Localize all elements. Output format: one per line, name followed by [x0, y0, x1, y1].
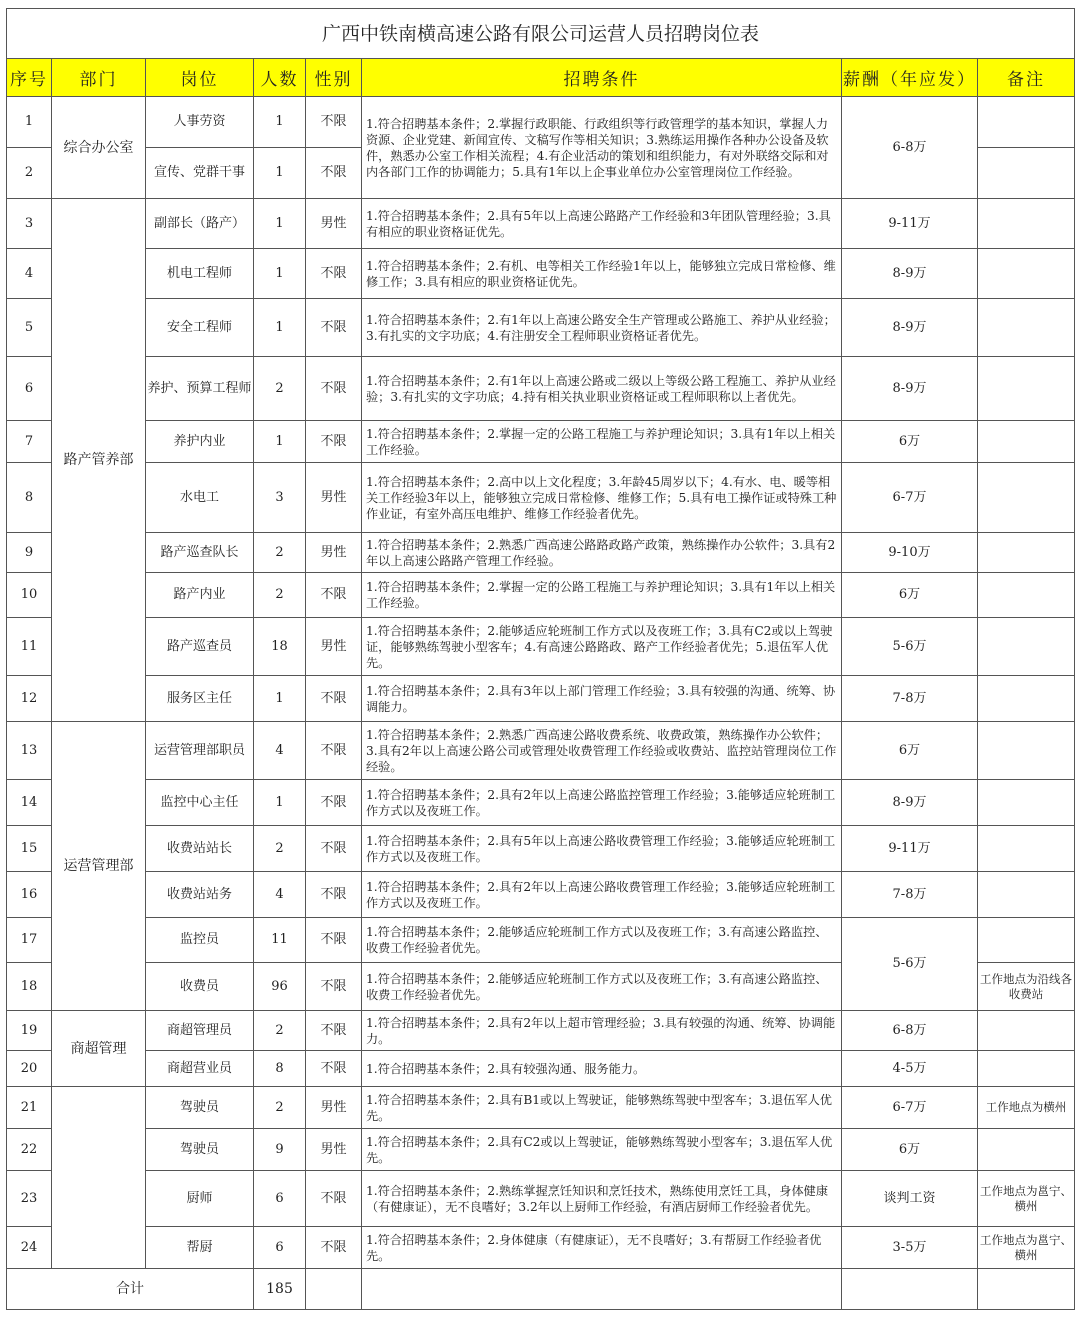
- table-row: [7, 1171, 1075, 1227]
- table-row: [7, 722, 1075, 780]
- row-no: 2: [7, 148, 52, 199]
- row-gender: 不限: [306, 676, 362, 722]
- row-note: [978, 780, 1075, 826]
- row-position: 监控中心主任: [146, 780, 254, 826]
- row-count: 1: [254, 97, 306, 148]
- row-no: 14: [7, 780, 52, 826]
- row-salary: 9-11万: [842, 199, 978, 249]
- row-requirements: 1.符合招聘基本条件；2.熟悉广西高速公路路政路产政策，熟练操作办公软件；3.具有2年以上高速公路路产管理工作经验。: [362, 533, 842, 573]
- row-no: 6: [7, 357, 52, 421]
- row-salary: 6万: [842, 1129, 978, 1171]
- table-row: [7, 97, 1075, 148]
- row-count: 96: [254, 963, 306, 1011]
- row-position: 安全工程师: [146, 299, 254, 357]
- row-salary: 5-6万: [842, 618, 978, 676]
- total-empty: [362, 1269, 842, 1310]
- row-position: 机电工程师: [146, 249, 254, 299]
- row-salary: 4-5万: [842, 1051, 978, 1087]
- table-row: [7, 1227, 1075, 1269]
- page-title: 广西中铁南横高速公路有限公司运营人员招聘岗位表: [7, 9, 1075, 59]
- row-salary: 6万: [842, 722, 978, 780]
- row-no: 5: [7, 299, 52, 357]
- row-note: 工作地点为沿线各收费站: [978, 963, 1075, 1011]
- row-gender: 不限: [306, 1227, 362, 1269]
- row-gender: 不限: [306, 826, 362, 872]
- row-position: 养护、预算工程师: [146, 357, 254, 421]
- dept-cell: [52, 1087, 146, 1269]
- dept-cell: 综合办公室: [52, 97, 146, 199]
- row-note: [978, 249, 1075, 299]
- total-empty: [842, 1269, 978, 1310]
- row-requirements: 1.符合招聘基本条件；2.掌握一定的公路工程施工与养护理论知识；3.具有1年以上相关工作经验。: [362, 421, 842, 463]
- row-salary: 5-6万: [842, 918, 978, 1011]
- row-salary: 8-9万: [842, 299, 978, 357]
- row-position: 商超管理员: [146, 1011, 254, 1051]
- row-gender: 不限: [306, 421, 362, 463]
- row-requirements: 1.符合招聘基本条件；2.具有5年以上高速公路路产工作经验和3年团队管理经验；3.具有相应的职业资格证优先。: [362, 199, 842, 249]
- row-count: 1: [254, 249, 306, 299]
- row-count: 4: [254, 872, 306, 918]
- table-row: [7, 826, 1075, 872]
- row-gender: 不限: [306, 148, 362, 199]
- table-row: [7, 618, 1075, 676]
- row-note: [978, 676, 1075, 722]
- row-position: 收费员: [146, 963, 254, 1011]
- row-note: [978, 533, 1075, 573]
- row-count: 8: [254, 1051, 306, 1087]
- header-note: 备注: [978, 59, 1075, 97]
- row-note: [978, 357, 1075, 421]
- row-gender: 不限: [306, 918, 362, 963]
- row-requirements: 1.符合招聘基本条件；2.有1年以上高速公路或二级以上等级公路工程施工、养护从业经验；3.有扎实的文字功底；4.持有相关执业职业资格证或工程师职称以上者优先。: [362, 357, 842, 421]
- row-position: 监控员: [146, 918, 254, 963]
- row-note: [978, 299, 1075, 357]
- row-requirements: 1.符合招聘基本条件；2.具有2年以上高速公路收费管理工作经验；3.能够适应轮班制工作方式以及夜班工作。: [362, 872, 842, 918]
- row-gender: 不限: [306, 249, 362, 299]
- row-position: 驾驶员: [146, 1129, 254, 1171]
- table-row: [7, 573, 1075, 618]
- row-salary: 6-8万: [842, 97, 978, 199]
- row-salary: 6-7万: [842, 1087, 978, 1129]
- row-no: 10: [7, 573, 52, 618]
- row-no: 15: [7, 826, 52, 872]
- row-requirements: 1.符合招聘基本条件；2.具有2年以上超市管理经验；3.具有较强的沟通、统筹、协调能力。: [362, 1011, 842, 1051]
- row-no: 9: [7, 533, 52, 573]
- header-count: 人数: [254, 59, 306, 97]
- dept-cell: 路产管养部: [52, 199, 146, 722]
- row-no: 18: [7, 963, 52, 1011]
- total-empty: [978, 1269, 1075, 1310]
- row-salary: 3-5万: [842, 1227, 978, 1269]
- row-no: 23: [7, 1171, 52, 1227]
- table-row: [7, 676, 1075, 722]
- row-note: [978, 618, 1075, 676]
- row-count: 9: [254, 1129, 306, 1171]
- row-note: [978, 573, 1075, 618]
- row-position: 宣传、党群干事: [146, 148, 254, 199]
- header-position: 岗位: [146, 59, 254, 97]
- row-count: 1: [254, 148, 306, 199]
- row-position: 服务区主任: [146, 676, 254, 722]
- row-position: 养护内业: [146, 421, 254, 463]
- row-note: 工作地点为邕宁、横州: [978, 1227, 1075, 1269]
- row-gender: 男性: [306, 199, 362, 249]
- row-position: 收费站站务: [146, 872, 254, 918]
- row-no: 22: [7, 1129, 52, 1171]
- row-count: 6: [254, 1227, 306, 1269]
- row-position: 人事劳资: [146, 97, 254, 148]
- row-note: [978, 463, 1075, 533]
- recruitment-sheet: [6, 8, 1074, 1310]
- table-row: [7, 1011, 1075, 1051]
- row-no: 3: [7, 199, 52, 249]
- row-salary: 8-9万: [842, 780, 978, 826]
- row-requirements: 1.符合招聘基本条件；2.具有5年以上高速公路收费管理工作经验；3.能够适应轮班制工作方式以及夜班工作。: [362, 826, 842, 872]
- table-row: [7, 421, 1075, 463]
- total-label: 合计: [7, 1269, 254, 1310]
- row-salary: 9-10万: [842, 533, 978, 573]
- row-gender: 不限: [306, 1171, 362, 1227]
- row-position: 水电工: [146, 463, 254, 533]
- row-salary: 6万: [842, 573, 978, 618]
- table-row: [7, 463, 1075, 533]
- recruitment-table: [6, 8, 1075, 1310]
- table-row: [7, 872, 1075, 918]
- row-note: [978, 421, 1075, 463]
- row-position: 路产巡查员: [146, 618, 254, 676]
- table-row: [7, 249, 1075, 299]
- row-note: [978, 1011, 1075, 1051]
- row-position: 路产巡查队长: [146, 533, 254, 573]
- row-count: 2: [254, 1087, 306, 1129]
- row-position: 运营管理部职员: [146, 722, 254, 780]
- row-note: [978, 97, 1075, 148]
- row-requirements: 1.符合招聘基本条件；2.具有较强沟通、服务能力。: [362, 1051, 842, 1087]
- row-gender: 不限: [306, 780, 362, 826]
- row-count: 11: [254, 918, 306, 963]
- row-requirements: 1.符合招聘基本条件；2.有1年以上高速公路安全生产管理或公路施工、养护从业经验；3.有扎实的文字功底；4.有注册安全工程师职业资格证者优先。: [362, 299, 842, 357]
- row-salary: 9-11万: [842, 826, 978, 872]
- row-salary: 7-8万: [842, 676, 978, 722]
- table-row: [7, 918, 1075, 963]
- row-position: 路产内业: [146, 573, 254, 618]
- row-position: 帮厨: [146, 1227, 254, 1269]
- header-requirements: 招聘条件: [362, 59, 842, 97]
- row-position: 驾驶员: [146, 1087, 254, 1129]
- row-no: 12: [7, 676, 52, 722]
- row-gender: 不限: [306, 299, 362, 357]
- row-salary: 7-8万: [842, 872, 978, 918]
- row-no: 7: [7, 421, 52, 463]
- row-salary: 谈判工资: [842, 1171, 978, 1227]
- row-requirements: 1.符合招聘基本条件；2.熟练掌握烹饪知识和烹饪技术，熟练使用烹饪工具，身体健康（有健康证），无不良嗜好；3.2年以上厨师工作经验，有酒店厨师工作经验者优先。: [362, 1171, 842, 1227]
- row-requirements: 1.符合招聘基本条件；2.具有B1或以上驾驶证，能够熟练驾驶中型客车；3.退伍军人优先。: [362, 1087, 842, 1129]
- row-salary: 6-7万: [842, 463, 978, 533]
- header-salary: 薪酬（年应发）: [842, 59, 978, 97]
- dept-cell: 运营管理部: [52, 722, 146, 1011]
- row-count: 6: [254, 1171, 306, 1227]
- row-requirements: 1.符合招聘基本条件；2.掌握一定的公路工程施工与养护理论知识；3.具有1年以上相关工作经验。: [362, 573, 842, 618]
- row-no: 16: [7, 872, 52, 918]
- row-requirements: 1.符合招聘基本条件；2.能够适应轮班制工作方式以及夜班工作；3.有高速公路监控、收费工作经验者优先。: [362, 963, 842, 1011]
- row-position: 副部长（路产）: [146, 199, 254, 249]
- row-gender: 不限: [306, 357, 362, 421]
- row-note: 工作地点为邕宁、横州: [978, 1171, 1075, 1227]
- row-no: 19: [7, 1011, 52, 1051]
- row-note: [978, 918, 1075, 963]
- row-count: 1: [254, 676, 306, 722]
- row-note: 工作地点为横州: [978, 1087, 1075, 1129]
- header-seq: 序号: [7, 59, 52, 97]
- dept-cell: 商超管理: [52, 1011, 146, 1087]
- row-note: [978, 872, 1075, 918]
- row-gender: 男性: [306, 463, 362, 533]
- header-gender: 性别: [306, 59, 362, 97]
- table-row: [7, 299, 1075, 357]
- header-dept: 部门: [52, 59, 146, 97]
- row-gender: 不限: [306, 963, 362, 1011]
- row-no: 13: [7, 722, 52, 780]
- table-row: [7, 199, 1075, 249]
- row-no: 20: [7, 1051, 52, 1087]
- row-note: [978, 1051, 1075, 1087]
- row-requirements: 1.符合招聘基本条件；2.高中以上文化程度；3.年龄45周岁以下；4.有水、电、暖等相关工作经验3年以上，能够独立完成日常检修、维修工作；5.具有电工操作证或特殊工种作业证，有室外高压电维护、维修工作经验者优先。: [362, 463, 842, 533]
- row-count: 2: [254, 357, 306, 421]
- row-count: 2: [254, 573, 306, 618]
- header-row: [7, 59, 1075, 97]
- total-empty: [306, 1269, 362, 1310]
- row-gender: 不限: [306, 1011, 362, 1051]
- row-gender: 不限: [306, 573, 362, 618]
- row-count: 1: [254, 199, 306, 249]
- row-salary: 6万: [842, 421, 978, 463]
- row-requirements: 1.符合招聘基本条件；2.身体健康（有健康证），无不良嗜好；3.有帮厨工作经验者优先。: [362, 1227, 842, 1269]
- row-requirements: 1.符合招聘基本条件；2.熟悉广西高速公路收费系统、收费政策，熟练操作办公软件；3.具有2年以上高速公路公司或管理处收费管理工作经验或收费站、监控站管理岗位工作经验。: [362, 722, 842, 780]
- row-requirements: 1.符合招聘基本条件；2.有机、电等相关工作经验1年以上，能够独立完成日常检修、维修工作；3.具有相应的职业资格证优先。: [362, 249, 842, 299]
- total-row: [7, 1269, 1075, 1310]
- row-count: 4: [254, 722, 306, 780]
- row-requirements: 1.符合招聘基本条件；2.具有3年以上部门管理工作经验；3.具有较强的沟通、统筹、协调能力。: [362, 676, 842, 722]
- row-position: 商超营业员: [146, 1051, 254, 1087]
- row-gender: 男性: [306, 533, 362, 573]
- row-count: 3: [254, 463, 306, 533]
- row-count: 1: [254, 780, 306, 826]
- row-no: 11: [7, 618, 52, 676]
- table-row: [7, 780, 1075, 826]
- row-count: 2: [254, 826, 306, 872]
- row-count: 1: [254, 421, 306, 463]
- row-salary: 8-9万: [842, 249, 978, 299]
- row-count: 18: [254, 618, 306, 676]
- row-position: 厨师: [146, 1171, 254, 1227]
- table-row: [7, 533, 1075, 573]
- row-requirements: 1.符合招聘基本条件；2.能够适应轮班制工作方式以及夜班工作；3.具有C2或以上驾驶证，能够熟练驾驶小型客车；4.有高速公路路政、路产工作经验者优先；5.退伍军人优先。: [362, 618, 842, 676]
- row-no: 1: [7, 97, 52, 148]
- row-gender: 不限: [306, 97, 362, 148]
- row-note: [978, 199, 1075, 249]
- row-requirements: 1.符合招聘基本条件；2.能够适应轮班制工作方式以及夜班工作；3.有高速公路监控、收费工作经验者优先。: [362, 918, 842, 963]
- row-gender: 男性: [306, 1129, 362, 1171]
- row-note: [978, 722, 1075, 780]
- row-gender: 男性: [306, 1087, 362, 1129]
- row-salary: 8-9万: [842, 357, 978, 421]
- row-note: [978, 826, 1075, 872]
- row-count: 1: [254, 299, 306, 357]
- row-gender: 不限: [306, 872, 362, 918]
- row-no: 24: [7, 1227, 52, 1269]
- row-note: [978, 148, 1075, 199]
- table-row: [7, 357, 1075, 421]
- table-row: [7, 1129, 1075, 1171]
- row-no: 8: [7, 463, 52, 533]
- row-gender: 不限: [306, 1051, 362, 1087]
- row-gender: 不限: [306, 722, 362, 780]
- total-count: 185: [254, 1269, 306, 1310]
- table-row: [7, 1087, 1075, 1129]
- row-no: 17: [7, 918, 52, 963]
- row-count: 2: [254, 533, 306, 573]
- row-requirements: 1.符合招聘基本条件；2.掌握行政职能、行政组织等行政管理学的基本知识，掌握人力资源、企业党建、新闻宣传、文稿写作等相关知识；3.熟练运用操作各种办公设备及软件，熟悉办公室工作相关流程；4.有企业活动的策划和组织能力，有对外联络交际和对内各部门工作的协调能力；5.具有1年以上企事业单位办公室管理岗位工作经验。: [362, 97, 842, 199]
- row-no: 21: [7, 1087, 52, 1129]
- row-no: 4: [7, 249, 52, 299]
- table-row: [7, 1051, 1075, 1087]
- row-position: 收费站站长: [146, 826, 254, 872]
- row-note: [978, 1129, 1075, 1171]
- row-salary: 6-8万: [842, 1011, 978, 1051]
- row-requirements: 1.符合招聘基本条件；2.具有C2或以上驾驶证，能够熟练驾驶小型客车；3.退伍军人优先。: [362, 1129, 842, 1171]
- row-count: 2: [254, 1011, 306, 1051]
- row-requirements: 1.符合招聘基本条件；2.具有2年以上高速公路监控管理工作经验；3.能够适应轮班制工作方式以及夜班工作。: [362, 780, 842, 826]
- row-gender: 男性: [306, 618, 362, 676]
